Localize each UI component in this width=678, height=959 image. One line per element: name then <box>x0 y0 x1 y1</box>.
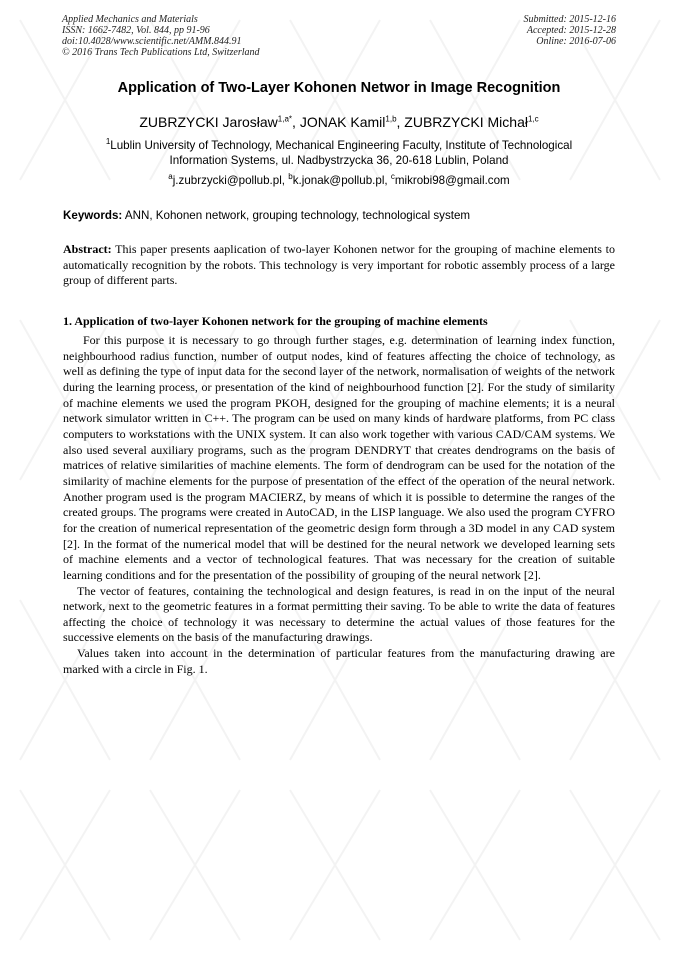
email-address[interactable]: mikrobi98@gmail.com <box>394 174 510 187</box>
online-date: Online: 2016-07-06 <box>536 36 616 47</box>
doi-link[interactable]: doi:10.4028/www.scientific.net/AMM.844.91 <box>62 36 242 47</box>
journal-name: Applied Mechanics and Materials <box>62 14 198 25</box>
paper-title: Application of Two-Layer Kohonen Networ in Image Recognition <box>117 80 561 96</box>
copyright: © 2016 Trans Tech Publications Ltd, Switzerland <box>62 47 260 58</box>
keywords-text: ANN, Kohonen network, grouping technology, technological system <box>122 209 471 222</box>
email-marker: b <box>288 172 293 182</box>
author-marker: 1,a* <box>277 114 293 124</box>
author-name: JONAK Kamil <box>299 114 386 130</box>
author-marker: 1,b <box>385 114 397 124</box>
author-marker: 1,c <box>527 114 539 124</box>
keywords-label: Keywords: <box>63 209 123 222</box>
author-separator: , <box>292 114 300 130</box>
body-paragraph: For this purpose it is necessary to go through further stages, e.g. determination of learning index function, neighbourhood radius function, number of output nodes, kind of features affecting the choice of technology, as well as defining the type of input data for the second layer of the network, normalisation of weights of the network during the learning process, or presentation of the kind of neighbourhood function [2]. For the study of similarity of machine elements we used the program PKOH, designed for the grouping of machine elements; it is a neural network simulator written in C++. The program can be used on many kinds of hardware platforms, from PC class computers to workstations with the UNIX system. It can also work together with various CAD/CAM systems. We also used several auxiliary programs, such as the program DENDRYT that creates dendrograms on the basis of matrices of relative similarities of machine elements. The form of dendrogram can be used for the notation of the similarity of machine elements for the purpose of presentation of the effect of the operation of the neural network. Another program used is the program MACIERZ, by means of which it is possible to determine the ranges of the created groups. The programs were created in AutoCAD, in the LISP language. We also used the program CYFRO for the creation of numerical representation of the geometric design form through a 3D model in any CAD system [2]. In the format of the numerical model that will be destined for the neural network we developed learning sets of machine elements and a vector of technological features. That was necessary for the creation of suitable learning conditions and for the presentation of the possibility of grouping of the neural network [2]. <box>63 333 615 582</box>
body-paragraph: Values taken into account in the determination of particular features from the manufacturing drawing are marked with a circle in Fig. 1. <box>63 646 615 676</box>
keywords <box>63 209 618 222</box>
email-list <box>40 174 638 187</box>
publication-dates <box>396 14 616 47</box>
author-separator: , <box>396 114 405 130</box>
affiliation-line: Information Systems, ul. Nadbystrzycka 36, 20-618 Lublin, Poland <box>169 154 509 167</box>
affiliation-line: Lublin University of Technology, Mechanical Engineering Faculty, Institute of Technological <box>110 139 573 152</box>
abstract <box>63 242 615 289</box>
author-name: ZUBRZYCKI Jarosław <box>139 114 278 130</box>
affiliation-marker: 1 <box>105 137 111 147</box>
author-name: ZUBRZYCKI Michał <box>404 114 528 130</box>
email-marker: c <box>390 172 395 182</box>
email-address[interactable]: k.jonak@pollub.pl, <box>292 174 391 187</box>
issn-volume: ISSN: 1662-7482, Vol. 844, pp 91-96 <box>62 25 210 36</box>
email-marker: a <box>168 172 173 182</box>
body-text <box>63 333 615 677</box>
abstract-text: This paper presents aaplication of two-layer Kohonen networ for the grouping of machine elements to automatically recognition by the robots. This technology is very important for robotic assembly process of a large group of different parts. <box>63 242 615 288</box>
journal-info <box>62 14 382 58</box>
accepted-date: Accepted: 2015-12-28 <box>526 25 616 36</box>
author-list <box>40 114 638 130</box>
affiliation <box>80 138 598 168</box>
body-paragraph: The vector of features, containing the technological and design features, is read in on the input of the neural network, next to the geometric features in a format permitting their saving. To be able to write the data of features affecting the choice of technology it was necessary to determine the actual values of those features for the successive elements on the basis of the manufacturing drawings. <box>63 583 615 645</box>
section-heading: 1. Application of two-layer Kohonen network for the grouping of machine elements <box>63 314 488 328</box>
submitted-date: Submitted: 2015-12-16 <box>523 14 616 25</box>
abstract-label: Abstract: <box>63 242 112 256</box>
email-address[interactable]: j.zubrzycki@pollub.pl, <box>172 174 289 187</box>
